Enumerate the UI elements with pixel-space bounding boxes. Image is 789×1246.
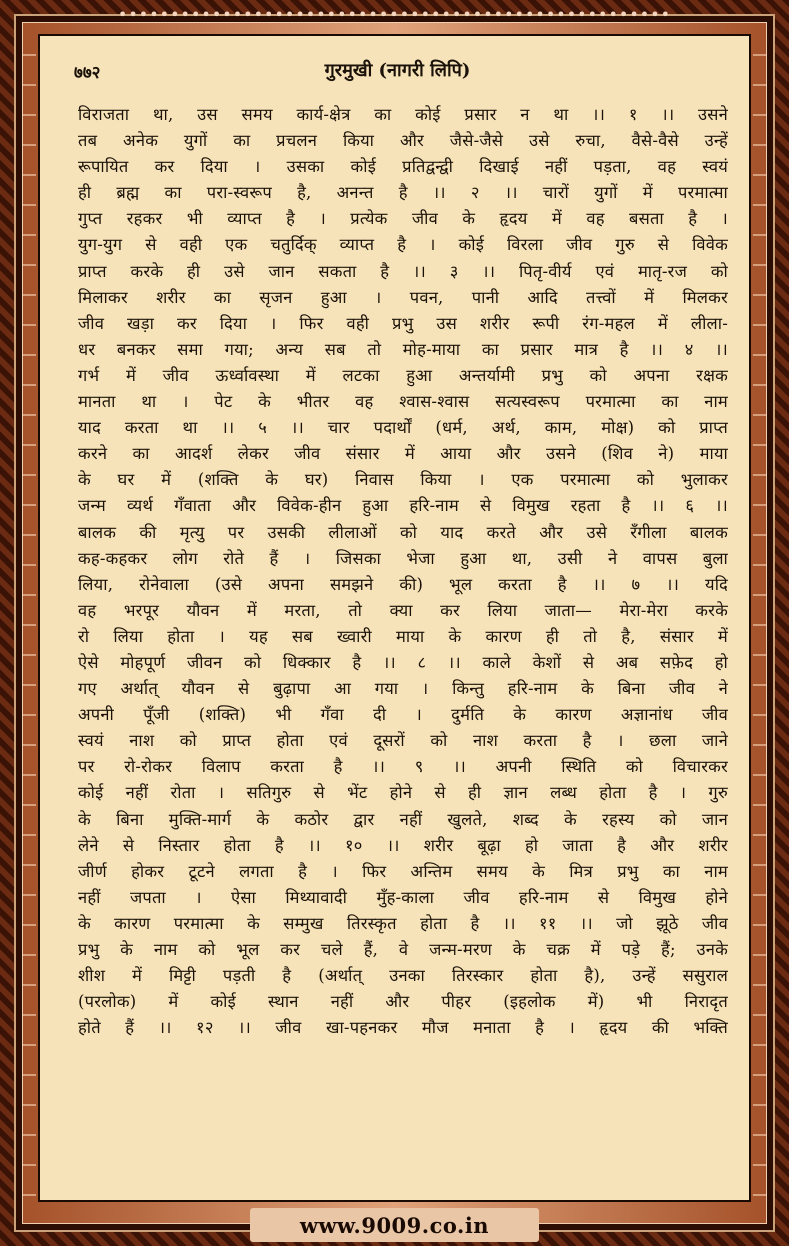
top-ornament-icon: •••••••••••••••••••••••••••••••••••••••••••••••••••••	[117, 6, 672, 24]
text-line: धर बनकर समा गया; अन्य सब तो मोह-माया का प्रसार मात्र है ।। ४ ।।	[78, 339, 728, 359]
text-line: ऐसे मोहपूर्ण जीवन को धिक्कार है ।। ८ ।। काले केशों से अब सफ़ेद हो	[78, 652, 728, 672]
text-line: लेने से निस्तार होता है ।। १० ।। शरीर बूढ़ा हो जाता है और शरीर	[78, 835, 728, 855]
text-line: प्रभु के नाम को भूल कर चले हैं, वे जन्म-मरण के चक्र में पड़े हैं; उनके	[78, 940, 728, 959]
text-line: प्राप्त करके ही उसे जान सकता है ।। ३ ।। पितृ-वीर्य एवं मातृ-रज को	[78, 261, 728, 281]
text-line: स्वयं नाश को प्राप्त होता एवं दूसरों को नाश करता है । छला जाने	[78, 731, 728, 751]
text-line: तब अनेक युगों का प्रचलन किया और जैसे-जैसे उसे रुचा, वैसे-वैसे उन्हें	[78, 131, 728, 151]
text-line: करने का आदर्श लेकर जीव संसार में आया और उसने (शिव ने) माया	[78, 444, 728, 464]
text-line: कोई नहीं रोता । सतिगुरु से भेंट होने से ही ज्ञान लब्ध होता है । गुरु	[78, 783, 728, 803]
page-number: ७७२	[74, 63, 101, 83]
text-line: ही ब्रह्म का परा-स्वरूप है, अनन्त है ।। २ ।। चारों युगों में परमात्मा	[78, 183, 728, 203]
left-ornament	[22, 40, 36, 1206]
website-url[interactable]: www.9009.co.in	[299, 1213, 490, 1238]
text-line: युग-युग से वही एक चतुर्दिक् व्याप्त है । कोई विरला जीव गुरु से विवेक	[78, 235, 728, 255]
text-line: याद करता था ।। ५ ।। चार पदार्थों (धर्म, अर्थ, काम, मोक्ष) को प्राप्त	[78, 418, 728, 438]
text-line: वह भरपूर यौवन में मरता, तो क्या कर लिया जाता— मेरा-मेरा करके	[78, 600, 728, 620]
text-line: जन्म व्यर्थ गँवाता और विवेक-हीन हुआ हरि-नाम से विमुख रहता है ।। ६ ।।	[78, 496, 728, 516]
text-line: अपनी पूँजी (शक्ति) भी गँवा दी । दुर्मति के कारण अज्ञानांध जीव	[78, 705, 728, 725]
text-line: के घर में (शक्ति के घर) निवास किया । एक परमात्मा को भुलाकर	[78, 470, 728, 490]
page-header	[70, 56, 725, 86]
text-line: गुप्त रहकर भी व्याप्त है । प्रत्येक जीव के हृदय में वह बसता है ।	[78, 209, 728, 229]
text-line: (परलोक) में कोई स्थान नहीं और पीहर (इहलोक में) भी निरादृत	[78, 992, 728, 1012]
text-line: नहीं जपता । ऐसा मिथ्यावादी मुँह-काला जीव हरि-नाम से विमुख होने	[78, 887, 728, 907]
text-line: होते हैं ।। १२ ।। जीव खा-पहनकर मौज मनाता है । हृदय की भक्ति	[78, 1018, 728, 1038]
text-line: गए अर्थात् यौवन से बुढ़ापा आ गया । किन्तु हरि-नाम के बिना जीव ने	[78, 679, 728, 699]
body-text	[78, 102, 728, 1041]
text-line: कह-कहकर लोग रोते हैं । जिसका भेजा हुआ था, उसी ने वापस बुला	[78, 548, 728, 568]
text-line: रो लिया होता । यह सब ख्वारी माया के कारण ही तो है, संसार में	[78, 626, 728, 646]
text-line: मिलाकर शरीर का सृजन हुआ । पवन, पानी आदि तत्त्वों में मिलकर	[78, 287, 728, 307]
text-line: रूपायित कर दिया । उसका कोई प्रतिद्वन्द्वी दिखाई नहीं पड़ता, वह स्वयं	[78, 157, 728, 177]
text-line: के कारण परमात्मा के सम्मुख तिरस्कृत होता है ।। ११ ।। जो झूठे जीव	[78, 913, 728, 933]
text-line: लिया, रोनेवाला (उसे अपना समझने की) भूल करता है ।। ७ ।। यदि	[78, 574, 728, 594]
text-line: शीश में मिट्टी पड़ती है (अर्थात् उनका तिरस्कार होता है), उन्हें ससुराल	[78, 966, 728, 986]
scripture-page	[38, 34, 751, 1202]
text-line: बालक की मृत्यु पर उसकी लीलाओं को याद करते और उसे रँगीला बालक	[78, 522, 728, 542]
text-line: गर्भ में जीव ऊर्ध्वावस्था में लटका हुआ अन्तर्यामी प्रभु को अपना रक्षक	[78, 365, 728, 385]
text-line: पर रो-रोकर विलाप करता है ।। ९ ।। अपनी स्थिति को विचारकर	[78, 757, 728, 777]
page-title: गुरमुखी (नागरी लिपि)	[324, 60, 471, 81]
text-line: विराजता था, उस समय कार्य-क्षेत्र का कोई प्रसार न था ।। १ ।। उसने	[78, 105, 728, 124]
text-line: के बिना मुक्ति-मार्ग के कठोर द्वार नहीं खुलते, शब्द के रहस्य को जान	[78, 809, 728, 829]
text-line: जीर्ण होकर टूटने लगता है । फिर अन्तिम समय के मित्र प्रभु का नाम	[78, 861, 728, 881]
right-ornament	[753, 40, 767, 1206]
text-line: मानता था । पेट के भीतर वह श्वास-श्वास सत्यस्वरूप परमात्मा का नाम	[78, 392, 728, 412]
text-line: जीव खड़ा कर दिया । फिर वही प्रभु उस शरीर रूपी रंग-महल में लीला-	[78, 313, 728, 333]
